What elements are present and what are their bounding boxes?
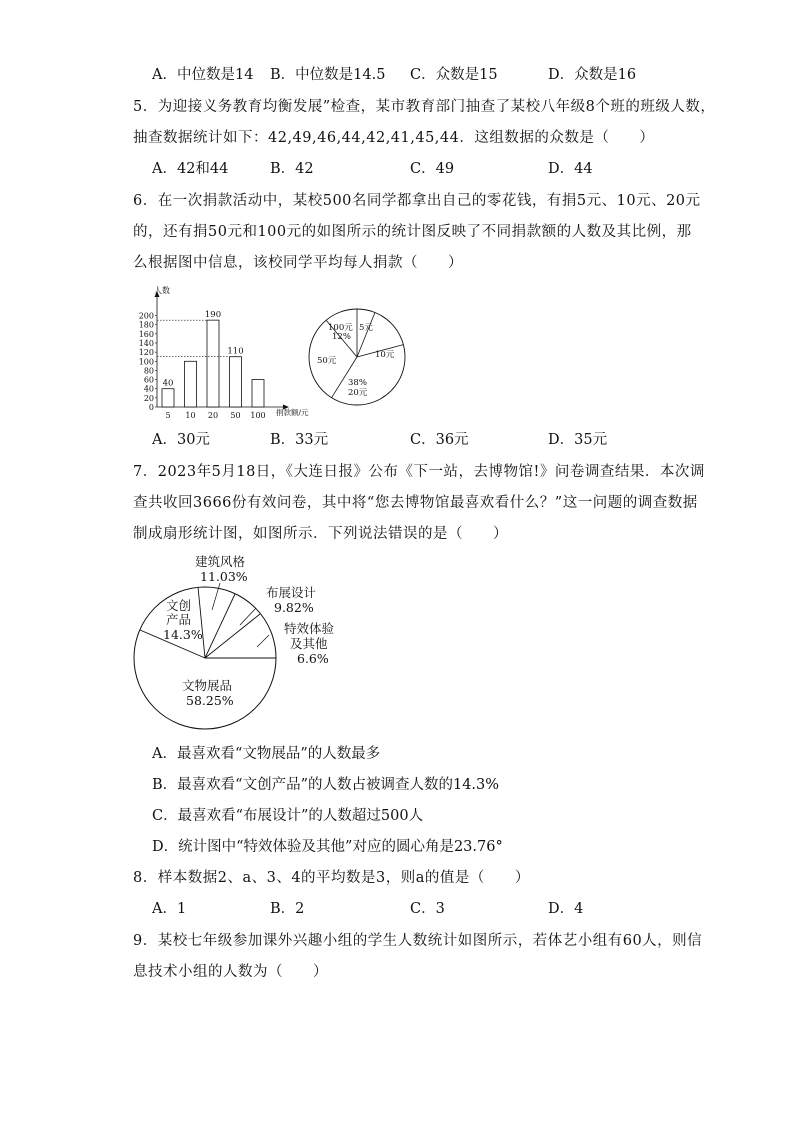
q6-pie-chart (305, 305, 410, 410)
q5-option-a: A．42和44 (152, 161, 229, 177)
q6-stem-line1: 6．在一次捐款活动中，某校500名同学都拿出自己的零花钱，有捐5元、10元、20元 (133, 193, 701, 209)
q4-option-d: D．众数是16 (548, 67, 637, 83)
x-tick-label: 5 (165, 411, 171, 420)
q4-option-c: C．众数是15 (410, 67, 498, 83)
y-tick-label: 60 (143, 375, 154, 385)
q6-option-a: A．30元 (152, 432, 210, 448)
y-tick-label: 120 (138, 348, 154, 358)
pie-label-effects-2: 及其他 (290, 636, 328, 651)
pie-percent-architecture: 11.03% (200, 569, 248, 584)
pie-label-relics: 文物展品 (182, 678, 233, 693)
q6-option-b: B．33元 (270, 432, 329, 448)
pie-label-50: 50元 (317, 356, 337, 366)
pie-label-20: 20元 (348, 388, 368, 398)
q7-option-d: D．统计图中“特效体验及其他”对应的圆心角是23.76° (152, 839, 503, 855)
y-axis-label: 人数 (154, 286, 170, 295)
q7-stem-line3: 制成扇形统计图，如图所示．下列说法错误的是（ ） (133, 526, 508, 542)
bar (252, 380, 264, 407)
q7-option-b: B．最喜欢看“文创产品”的人数占被调查人数的14.3% (152, 777, 500, 793)
q9-stem-line1: 9．某校七年级参加课外兴趣小组的学生人数统计如图所示，若体艺小组有60人，则信 (133, 933, 703, 949)
q6-bar-chart (133, 283, 309, 423)
y-tick-label: 180 (138, 320, 154, 330)
x-tick-label: 20 (207, 411, 219, 420)
pie-percent-20: 38% (348, 378, 367, 388)
q8-option-b: B．2 (270, 901, 305, 917)
y-tick-label: 0 (148, 403, 154, 412)
pie-label-effects: 特效体验 (284, 621, 335, 636)
bar-data-label: 110 (227, 346, 244, 357)
y-tick-label: 40 (143, 384, 154, 394)
q5-stem-line2: 抽查数据统计如下：42,49,46,44,42,41,45,44．这组数据的众数是（ ） (133, 130, 655, 146)
pie-label-10: 10元 (375, 350, 395, 360)
pie-percent-effects: 6.6% (297, 651, 329, 666)
q6-option-c: C．36元 (410, 432, 469, 448)
q5-stem-line1: 5．为迎接义务教育均衡发展”检查，某市教育部门抽查了某校八年级8个班的班级人数， (133, 99, 716, 115)
q7-option-a: A．最喜欢看“文物展品”的人数最多 (152, 746, 381, 762)
bar (207, 320, 219, 407)
q7-stem-line1: 7．2023年5月18日，《大连日报》公布《下一站，去博物馆!》问卷调查结果．本次调 (133, 464, 705, 480)
q5-option-c: C．49 (410, 161, 455, 177)
x-tick-label: 100 (250, 411, 266, 420)
q7-stem-line2: 查共收回3666份有效问卷，其中将“您去博物馆最喜欢看什么？”这一问题的调查数据 (133, 495, 698, 511)
pie-label-creative: 文创 (166, 598, 192, 613)
q8-option-a: A．1 (152, 901, 187, 917)
bar-data-label: 190 (204, 310, 222, 321)
y-tick-label: 160 (138, 329, 154, 339)
q5-option-b: B．42 (270, 161, 314, 177)
y-tick-label: 200 (138, 311, 154, 321)
q7-pie-chart (130, 550, 360, 740)
pie-label-architecture: 建筑风格 (195, 554, 246, 569)
x-tick-label: 50 (230, 411, 241, 420)
bar-data-label: 40 (162, 378, 174, 389)
pie-percent-creative: 14.3% (163, 627, 203, 642)
q4-option-a: A．中位数是14 (152, 67, 254, 83)
q6-option-d: D．35元 (548, 432, 608, 448)
pie-percent-relics: 58.25% (186, 693, 234, 708)
q6-stem-line3: 么根据图中信息，该校同学平均每人捐款（ ） (133, 255, 463, 271)
q8-option-c: C．3 (410, 901, 445, 917)
bar (230, 357, 242, 407)
y-tick-label: 80 (143, 366, 154, 376)
q8-option-d: D．4 (548, 901, 584, 917)
q9-stem-line2: 息技术小组的人数为（ ） (133, 964, 328, 980)
x-tick-label: 10 (185, 411, 196, 420)
q7-option-c: C．最喜欢看“布展设计”的人数超过500人 (152, 808, 424, 824)
y-tick-label: 100 (138, 357, 154, 367)
pie-label-creative-2: 产品 (166, 612, 192, 627)
q4-option-b: B．中位数是14.5 (270, 67, 386, 83)
y-tick-label: 20 (143, 393, 154, 403)
pie-label-exhibit-design: 布展设计 (266, 585, 317, 600)
q5-option-d: D．44 (548, 161, 593, 177)
pie-label-100: 100元 (328, 323, 353, 333)
pie-label-5: 5元 (359, 323, 373, 333)
bar (185, 361, 197, 407)
x-axis-label: 捐款额/元 (276, 408, 309, 417)
bar (162, 389, 174, 407)
pie-percent-100: 12% (332, 332, 351, 342)
pie-percent-exhibit-design: 9.82% (274, 600, 314, 615)
q8-stem-line1: 8．样本数据2、a、3、4的平均数是3，则a的值是（ ） (133, 870, 530, 886)
y-tick-label: 140 (138, 339, 154, 348)
q6-stem-line2: 的，还有捐50元和100元的如图所示的统计图反映了不同捐款额的人数及其比例，那 (133, 224, 692, 240)
